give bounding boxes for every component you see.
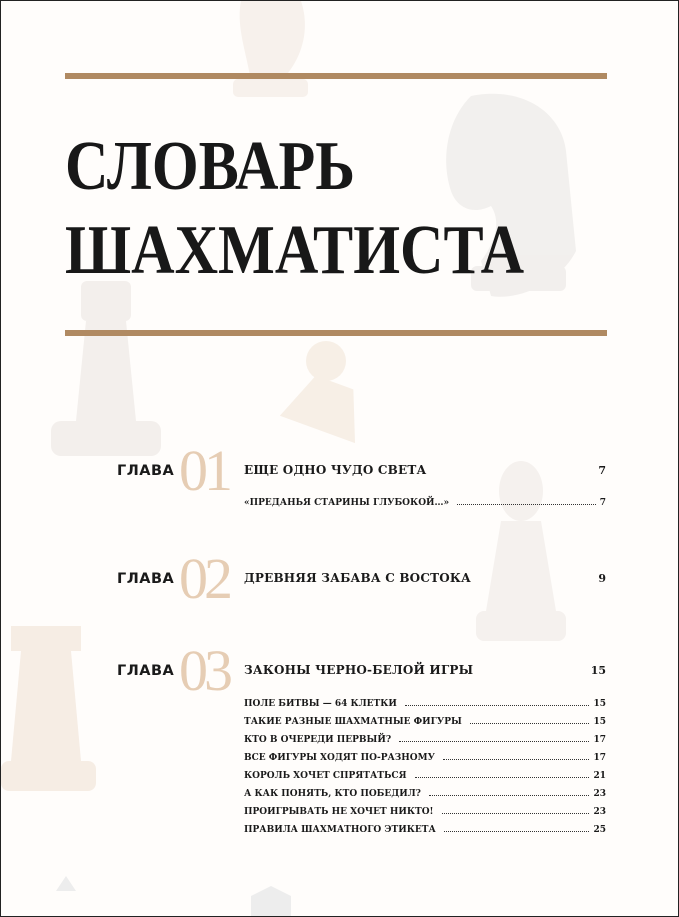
chapter-page: 9 (598, 572, 606, 585)
toc-entry[interactable] (244, 699, 606, 715)
chapter-number: 02 (179, 546, 229, 611)
chapter-number: 01 (179, 438, 229, 503)
toc-entry[interactable] (244, 735, 606, 751)
toc-leader (442, 813, 590, 814)
toc-entry-page: 23 (593, 807, 606, 817)
toc-entry-title: КОРОЛЬ ХОЧЕТ СПРЯТАТЬСЯ (244, 771, 407, 781)
toc-entry-title: ТАКИЕ РАЗНЫЕ ШАХМАТНЫЕ ФИГУРЫ (244, 717, 462, 727)
toc-entry-page: 25 (593, 825, 606, 835)
chapter-label: ГЛАВА (117, 663, 175, 679)
toc-leader (457, 504, 596, 505)
toc-leader (429, 795, 590, 796)
toc-entry-title: А КАК ПОНЯТЬ, КТО ПОБЕДИЛ? (244, 789, 421, 799)
toc-entry-page: 7 (599, 498, 606, 508)
toc-entry-page: 23 (593, 789, 606, 799)
toc-entry-title: ПРОИГРЫВАТЬ НЕ ХОЧЕТ НИКТО! (244, 807, 434, 817)
toc-entry-title: КТО В ОЧЕРЕДИ ПЕРВЫЙ? (244, 735, 392, 745)
toc-entry-page: 15 (593, 699, 606, 709)
toc-leader (399, 741, 589, 742)
toc-entry[interactable] (244, 807, 606, 823)
page-title (65, 125, 529, 293)
chapter-page: 7 (598, 464, 606, 477)
toc-entry-page: 17 (593, 735, 606, 745)
toc-leader (443, 759, 590, 760)
chapter-title[interactable]: ЕЩЕ ОДНО ЧУДО СВЕТА (244, 463, 427, 477)
toc-entry[interactable] (244, 753, 606, 769)
top-rule (65, 73, 607, 79)
toc-entry-title: ВСЕ ФИГУРЫ ХОДЯТ ПО-РАЗНОМУ (244, 753, 435, 763)
chapter-page: 15 (590, 664, 606, 677)
toc-entry-page: 17 (593, 753, 606, 763)
pawn-icon (280, 341, 372, 443)
bottom-rule (65, 330, 607, 336)
toc-entry-title: «ПРЕДАНЬЯ СТАРИНЫ ГЛУБОКОЙ…» (244, 498, 450, 508)
knight-icon (233, 1, 308, 97)
bishop-icon (476, 461, 566, 641)
toc-leader (470, 723, 590, 724)
toc-entry-title: ПОЛЕ БИТВЫ — 64 КЛЕТКИ (244, 699, 397, 709)
chapter-label: ГЛАВА (117, 463, 175, 479)
chapter-number: 03 (179, 638, 229, 703)
toc-entry-title: ПРАВИЛА ШАХМАТНОГО ЭТИКЕТА (244, 825, 436, 835)
toc-entry[interactable] (244, 789, 606, 805)
toc-entry[interactable] (244, 771, 606, 787)
king-icon (56, 876, 291, 916)
chapter-label: ГЛАВА (117, 571, 175, 587)
toc-leader (444, 831, 590, 832)
chapter-title[interactable]: ЗАКОНЫ ЧЕРНО-БЕЛОЙ ИГРЫ (244, 663, 474, 677)
title-line-1: СЛОВАРЬ (65, 128, 356, 205)
toc-entry[interactable] (244, 498, 606, 514)
toc-entry-page: 21 (593, 771, 606, 781)
rook-icon (1, 626, 96, 791)
chapter-title[interactable]: ДРЕВНЯЯ ЗАБАВА С ВОСТОКА (244, 571, 471, 585)
toc-leader (405, 705, 590, 706)
toc-entry[interactable] (244, 825, 606, 841)
king-icon (51, 281, 161, 456)
toc-entry-page: 15 (593, 717, 606, 727)
title-line-2: ШАХМАТИСТА (65, 212, 525, 289)
toc-entry[interactable] (244, 717, 606, 733)
toc-leader (415, 777, 590, 778)
